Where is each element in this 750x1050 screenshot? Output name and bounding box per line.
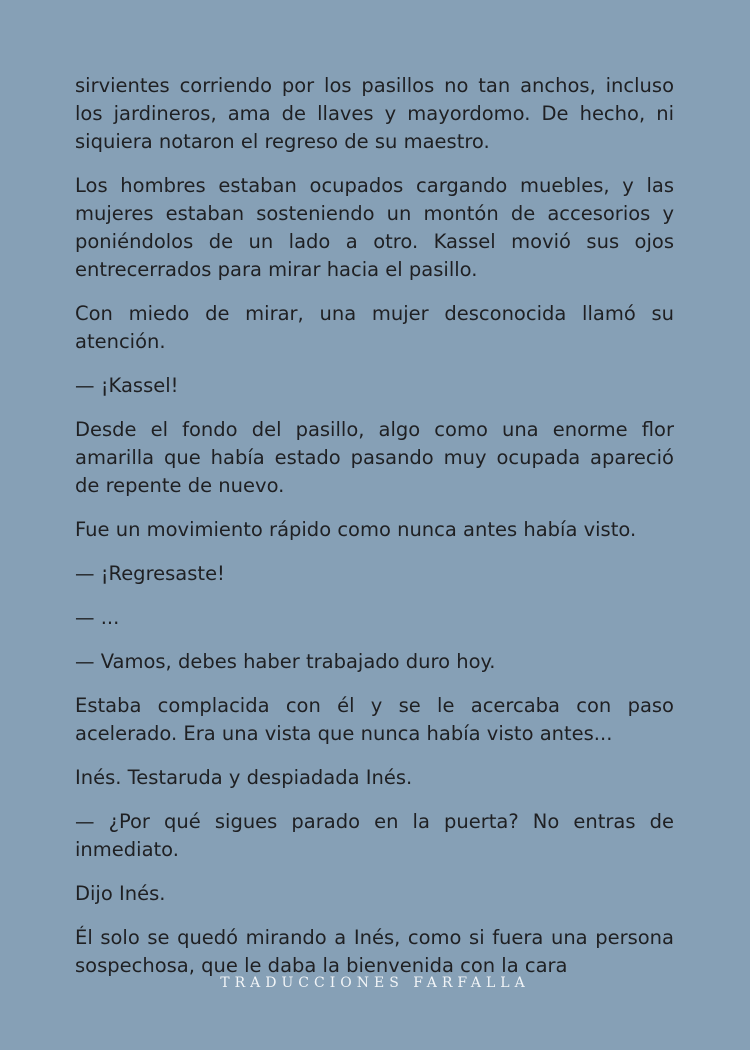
page-body [75, 72, 674, 980]
dialogue-line: — ... [75, 606, 120, 629]
paragraph: Desde el fondo del pasillo, algo como una enorme flor amarilla que había estado pasando muy ocupada apareció de repente de nuevo. [75, 418, 674, 497]
dialogue-line: — Vamos, debes haber trabajado duro hoy. [75, 650, 496, 673]
paragraph: Fue un movimiento rápido como nunca antes había visto. [75, 518, 637, 541]
paragraph: Con miedo de mirar, una mujer desconocida llamó su atención. [75, 302, 674, 353]
paragraph: Él solo se quedó mirando a Inés, como si fuera una persona sospechosa, que le daba la bienvenida con la cara [75, 926, 674, 977]
dialogue-line: — ¿Por qué sigues parado en la puerta? No entras de inmediato. [75, 810, 674, 861]
paragraph: Dijo Inés. [75, 882, 166, 905]
footer-credit: TRADUCCIONES FARFALLA [220, 975, 530, 991]
paragraph: sirvientes corriendo por los pasillos no tan anchos, incluso los jardineros, ama de llaves y mayordomo. De hecho, ni siquiera notaron el regreso de su maestro. [75, 74, 674, 153]
paragraph: Los hombres estaban ocupados cargando muebles, y las mujeres estaban sosteniendo un montón de accesorios y poniéndolos de un lado a otro. Kassel movió sus ojos entrecerrados para mirar hacia el pasillo. [75, 174, 674, 281]
paragraph: Estaba complacida con él y se le acercaba con paso acelerado. Era una vista que nunca había visto antes... [75, 694, 674, 745]
dialogue-line: — ¡Regresaste! [75, 562, 225, 585]
paragraph: Inés. Testaruda y despiadada Inés. [75, 766, 413, 789]
dialogue-line: — ¡Kassel! [75, 374, 179, 397]
